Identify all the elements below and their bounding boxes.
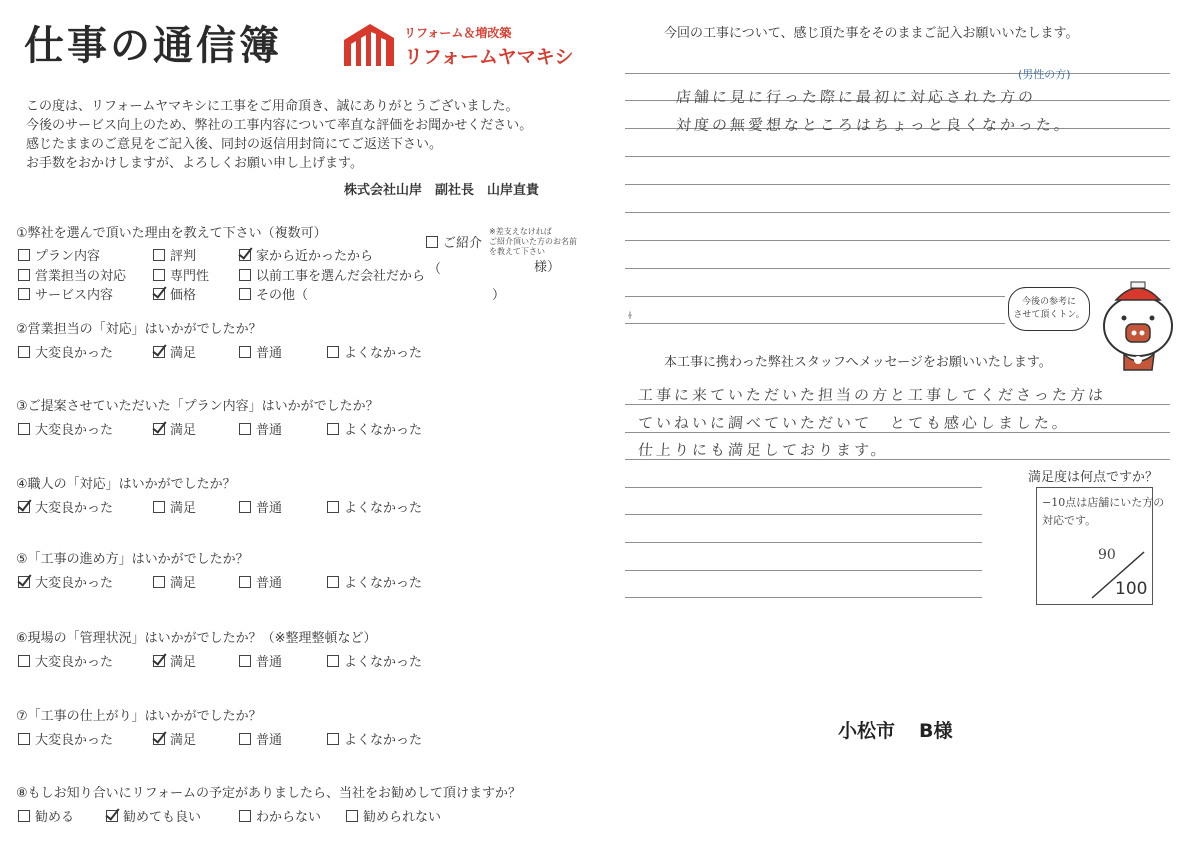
checkbox[interactable] bbox=[18, 733, 30, 745]
question-8-label: ⑧もしお知り合いにリフォームの予定がありましたら、当社をお勧めして頂けますか？ bbox=[16, 786, 522, 801]
option-label: よくなかった bbox=[344, 655, 423, 670]
option-label: プラン内容 bbox=[35, 249, 101, 264]
checkbox[interactable] bbox=[153, 576, 165, 588]
page-title: 仕事の通信簿 bbox=[24, 23, 282, 69]
question-7-label: ⑦「工事の仕上がり」はいかがでしたか？ bbox=[16, 709, 262, 724]
q2-option-not-good[interactable] bbox=[327, 342, 422, 361]
writing-line bbox=[625, 212, 1170, 213]
option-label: 普通 bbox=[256, 346, 283, 361]
q6-option-average[interactable] bbox=[239, 651, 282, 670]
option-label: よくなかった bbox=[344, 501, 423, 516]
writing-line bbox=[625, 184, 1170, 185]
checkbox[interactable] bbox=[18, 249, 30, 261]
option-label: 大変良かった bbox=[35, 423, 114, 438]
checkbox[interactable] bbox=[239, 576, 251, 588]
note-line: を教えて下さい bbox=[489, 247, 545, 256]
note-line: ご紹介頂いた方のお名前 bbox=[489, 237, 577, 246]
option-label: 満足 bbox=[170, 655, 197, 670]
checkbox[interactable] bbox=[18, 501, 30, 513]
comment-prompt: 今回の工事について、感じ頂た事をそのままご記入お願いいたします。 bbox=[664, 26, 1079, 41]
option-label: サービス内容 bbox=[35, 288, 114, 303]
q3-option-not-good[interactable] bbox=[327, 419, 422, 438]
logo-name: リフォームヤマキシ bbox=[404, 46, 574, 68]
intro-line: お手数をおかけしますが、よろしくお願い申し上げます。 bbox=[26, 156, 363, 171]
checkbox[interactable] bbox=[239, 733, 251, 745]
q5-option-very-good[interactable] bbox=[18, 572, 113, 591]
option-label: 大変良かった bbox=[35, 576, 114, 591]
option-label: 勧められない bbox=[363, 810, 442, 825]
q3-option-average[interactable] bbox=[239, 419, 282, 438]
checkbox[interactable] bbox=[327, 346, 339, 358]
writing-line bbox=[625, 296, 1005, 297]
checkbox[interactable] bbox=[239, 249, 251, 261]
option-label: 専門性 bbox=[170, 269, 210, 284]
option-label: 満足 bbox=[170, 423, 197, 438]
checkbox[interactable] bbox=[18, 423, 30, 435]
checkbox[interactable] bbox=[106, 810, 118, 822]
mascot-speech-bubble bbox=[1008, 287, 1090, 331]
checkbox[interactable] bbox=[239, 501, 251, 513]
writing-line bbox=[625, 268, 1170, 269]
option-label: 家から近かったから bbox=[256, 249, 374, 264]
q1-option-near-home[interactable] bbox=[239, 245, 373, 264]
handwritten-message-line-2: ていねいに調べていただいて とても感心しました。 bbox=[637, 414, 1071, 432]
option-label: 大変良かった bbox=[35, 655, 114, 670]
q2-option-very-good[interactable] bbox=[18, 342, 113, 361]
handwritten-message-line-3: 仕上りにも満足しております。 bbox=[637, 441, 890, 459]
writing-line bbox=[625, 323, 1005, 324]
q5-option-average[interactable] bbox=[239, 572, 282, 591]
option-label: 大変良かった bbox=[35, 501, 114, 516]
option-label: その他（ bbox=[256, 288, 309, 303]
q1-option-expertise[interactable] bbox=[153, 265, 209, 284]
checkbox[interactable] bbox=[327, 655, 339, 667]
checkbox[interactable] bbox=[18, 269, 30, 281]
handwritten-note-male: (男性の方) bbox=[1018, 68, 1071, 81]
introducer-sama: 様） bbox=[534, 260, 561, 275]
checkbox[interactable] bbox=[327, 733, 339, 745]
option-label: 大変良かった bbox=[35, 346, 114, 361]
q8-option-unsure[interactable] bbox=[239, 806, 321, 825]
checkbox[interactable] bbox=[18, 810, 30, 822]
score-note bbox=[1042, 494, 1164, 530]
pig-mascot-icon bbox=[1094, 270, 1190, 374]
score-note-line: 対応です。 bbox=[1042, 514, 1097, 527]
checkbox[interactable] bbox=[18, 288, 30, 300]
checkbox[interactable] bbox=[426, 236, 438, 248]
checkbox[interactable] bbox=[18, 346, 30, 358]
writing-line bbox=[625, 156, 1170, 157]
q1-option-sales-response[interactable] bbox=[18, 265, 126, 284]
writing-line bbox=[625, 542, 982, 543]
option-label: 普通 bbox=[256, 576, 283, 591]
q7-option-very-good[interactable] bbox=[18, 729, 113, 748]
checkbox[interactable] bbox=[153, 733, 165, 745]
q4-option-average[interactable] bbox=[239, 497, 282, 516]
q1-option-introduction[interactable] bbox=[426, 232, 482, 251]
signature: 株式会社山岸 副社長 山岸直貴 bbox=[344, 183, 540, 198]
q5-option-satisfied[interactable] bbox=[153, 572, 196, 591]
score-note-line: −10点は店舗にいた方の bbox=[1042, 496, 1165, 509]
q4-option-not-good[interactable] bbox=[327, 497, 422, 516]
q5-option-not-good[interactable] bbox=[327, 572, 422, 591]
q8-option-may-recommend[interactable] bbox=[106, 806, 201, 825]
option-label: 普通 bbox=[256, 423, 283, 438]
customer-city: 小松市 bbox=[838, 720, 896, 742]
checkbox[interactable] bbox=[153, 288, 165, 300]
score-question: 満足度は何点ですか？ bbox=[1028, 470, 1159, 485]
checkbox[interactable] bbox=[327, 501, 339, 513]
customer-sama: B様 bbox=[919, 720, 953, 742]
writing-line bbox=[625, 73, 1170, 74]
intro-line: この度は、リフォームヤマキシに工事をご用命頂き、誠にありがとうございました。 bbox=[26, 99, 519, 114]
writing-line bbox=[625, 570, 982, 571]
staff-message-prompt: 本工事に携わった弊社スタッフへメッセージをお願いいたします。 bbox=[664, 355, 1052, 370]
checkbox[interactable] bbox=[239, 346, 251, 358]
question-2-label: ②営業担当の「対応」はいかがでしたか？ bbox=[16, 322, 262, 337]
score-total: 100 bbox=[1115, 579, 1148, 599]
option-label: よくなかった bbox=[344, 733, 423, 748]
q3-option-satisfied[interactable] bbox=[153, 419, 196, 438]
checkbox[interactable] bbox=[327, 423, 339, 435]
handwritten-comment-line-2: 対度の無愛想なところはちょっと良くなかった。 bbox=[675, 116, 1073, 134]
house-logo-icon bbox=[342, 22, 396, 68]
option-label: 満足 bbox=[170, 733, 197, 748]
option-label: 勧めても良い bbox=[123, 810, 202, 825]
intro-text bbox=[26, 97, 532, 173]
q8-option-recommend[interactable] bbox=[18, 806, 74, 825]
option-label: 普通 bbox=[256, 655, 283, 670]
checkbox[interactable] bbox=[153, 249, 165, 261]
checkbox[interactable] bbox=[153, 346, 165, 358]
checkbox[interactable] bbox=[153, 501, 165, 513]
score-value: 90 bbox=[1098, 547, 1116, 563]
question-4-label: ④職人の「対応」はいかがでしたか？ bbox=[16, 477, 236, 492]
q6-option-satisfied[interactable] bbox=[153, 651, 196, 670]
q4-option-very-good[interactable] bbox=[18, 497, 113, 516]
introducer-open-paren: （ bbox=[428, 262, 442, 277]
bubble-line: 今後の参考に bbox=[1021, 297, 1076, 307]
option-label: 満足 bbox=[170, 501, 197, 516]
q1-option-other[interactable] bbox=[239, 284, 308, 303]
option-label: 満足 bbox=[170, 576, 197, 591]
q7-option-satisfied[interactable] bbox=[153, 729, 196, 748]
company-logo bbox=[342, 22, 574, 70]
checkbox[interactable] bbox=[153, 423, 165, 435]
q1-option-plan[interactable] bbox=[18, 245, 100, 264]
q1-option-price[interactable] bbox=[153, 284, 196, 303]
intro-line: 今後のサービス向上のため、弊社の工事内容について率直な評価をお聞かせください。 bbox=[26, 118, 533, 133]
introduction-note bbox=[489, 227, 577, 257]
checkbox[interactable] bbox=[153, 269, 165, 281]
q1-option-service[interactable] bbox=[18, 284, 113, 303]
writing-line bbox=[625, 487, 982, 488]
q3-option-very-good[interactable] bbox=[18, 419, 113, 438]
option-label: わからない bbox=[256, 810, 322, 825]
q2-option-satisfied[interactable] bbox=[153, 342, 196, 361]
checkbox[interactable] bbox=[239, 269, 251, 281]
checkbox[interactable] bbox=[239, 810, 251, 822]
writing-line bbox=[625, 514, 982, 515]
q4-option-satisfied[interactable] bbox=[153, 497, 196, 516]
pencil-mark: ɫ bbox=[628, 311, 632, 322]
bubble-line: させて頂くトン。 bbox=[1013, 310, 1085, 320]
handwritten-comment-line-1: 店舗に見に行った際に最初に対応された方の bbox=[675, 88, 1037, 106]
checkbox[interactable] bbox=[346, 810, 358, 822]
logo-subtitle: リフォーム＆増改築 bbox=[404, 26, 512, 40]
q2-option-average[interactable] bbox=[239, 342, 282, 361]
option-label: よくなかった bbox=[344, 576, 423, 591]
q1-option-reputation[interactable] bbox=[153, 245, 196, 264]
q8-option-cannot[interactable] bbox=[346, 806, 441, 825]
option-label: 大変良かった bbox=[35, 733, 114, 748]
option-label: 以前工事を選んだ会社だから bbox=[256, 269, 426, 284]
q7-option-average[interactable] bbox=[239, 729, 282, 748]
customer-name bbox=[838, 716, 953, 743]
option-label: 営業担当の対応 bbox=[35, 269, 127, 284]
handwritten-message-line-1: 工事に来ていただいた担当の方と工事してくださった方は bbox=[637, 386, 1107, 404]
checkbox[interactable] bbox=[327, 576, 339, 588]
q7-option-not-good[interactable] bbox=[327, 729, 422, 748]
question-5-label: ⑤「工事の進め方」はいかがでしたか？ bbox=[16, 552, 249, 567]
option-label: 満足 bbox=[170, 346, 197, 361]
option-label: 勧める bbox=[35, 810, 75, 825]
other-close-paren: ） bbox=[492, 288, 506, 303]
option-label: ご紹介 bbox=[443, 236, 483, 251]
writing-line bbox=[625, 597, 982, 598]
note-line: ※差支えなければ bbox=[489, 227, 552, 236]
q6-option-not-good[interactable] bbox=[327, 651, 422, 670]
checkbox[interactable] bbox=[239, 288, 251, 300]
checkbox[interactable] bbox=[153, 655, 165, 667]
option-label: 評判 bbox=[170, 249, 197, 264]
option-label: よくなかった bbox=[344, 346, 423, 361]
writing-line bbox=[625, 240, 1170, 241]
option-label: 価格 bbox=[170, 288, 197, 303]
checkbox[interactable] bbox=[239, 655, 251, 667]
q6-option-very-good[interactable] bbox=[18, 651, 113, 670]
checkbox[interactable] bbox=[18, 576, 30, 588]
question-1-label: ①弊社を選んで頂いた理由を教えて下さい（複数可） bbox=[16, 226, 327, 241]
option-label: よくなかった bbox=[344, 423, 423, 438]
checkbox[interactable] bbox=[239, 423, 251, 435]
checkbox[interactable] bbox=[18, 655, 30, 667]
intro-line: 感じたままのご意見をご記入後、同封の返信用封筒にてご返送下さい。 bbox=[26, 137, 443, 152]
q1-option-previous[interactable] bbox=[239, 265, 425, 284]
question-3-label: ③ご提案させていただいた「プラン内容」はいかがでしたか？ bbox=[16, 399, 379, 414]
option-label: 普通 bbox=[256, 733, 283, 748]
option-label: 普通 bbox=[256, 501, 283, 516]
question-6-label: ⑥現場の「管理状況」はいかがでしたか？（※整理整頓など） bbox=[16, 631, 377, 646]
